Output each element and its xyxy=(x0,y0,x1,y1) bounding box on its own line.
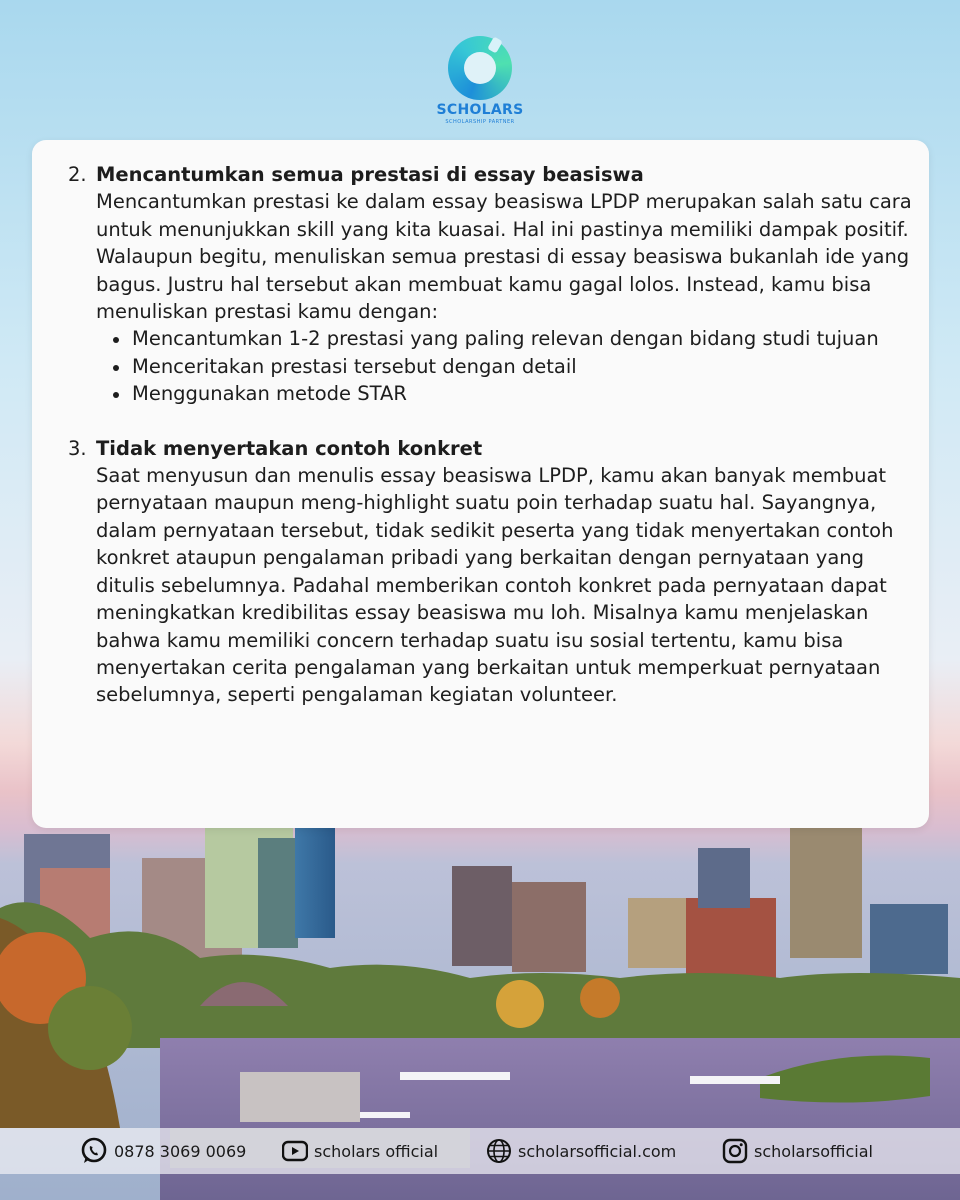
globe-icon xyxy=(486,1138,512,1164)
contact-instagram[interactable] xyxy=(722,1136,873,1166)
bullet-item: Menceritakan prestasi tersebut dengan detail xyxy=(132,353,918,380)
list-item xyxy=(68,161,918,408)
scholars-logo xyxy=(430,36,530,128)
youtube-icon xyxy=(282,1140,308,1162)
whatsapp-icon xyxy=(80,1137,108,1165)
bullet-list xyxy=(96,325,918,407)
contact-youtube[interactable] xyxy=(282,1136,438,1166)
section-heading: Mencantumkan semua prestasi di essay beasiswa xyxy=(96,163,644,186)
brand-tagline: SCHOLARSHIP PARTNER xyxy=(445,119,515,125)
section-paragraph: Mencantumkan prestasi ke dalam essay beasiswa LPDP merupakan salah satu cara untuk menunjukkan skill yang kita kuasai. Hal ini pastinya memiliki dampak positif. Walaupun begitu, menuliskan semua prestasi di essay beasiswa bukanlah ide yang bagus. Justru hal tersebut akan membuat kamu gagal lolos. Instead, kamu bisa menuliskan prestasi kamu dengan: xyxy=(96,190,912,324)
item-number: 2. xyxy=(68,163,87,186)
contact-website[interactable] xyxy=(486,1136,676,1166)
contact-text: scholarsofficial.com xyxy=(518,1141,677,1161)
bullet-item: Menggunakan metode STAR xyxy=(132,380,918,407)
contact-whatsapp[interactable] xyxy=(80,1136,246,1166)
contact-text: 0878 3069 0069 xyxy=(114,1141,247,1161)
instagram-icon xyxy=(722,1138,748,1164)
contact-text: scholars official xyxy=(314,1141,439,1161)
section-heading: Tidak menyertakan contoh konkret xyxy=(96,436,483,460)
brand-name: SCHOLARS xyxy=(436,102,524,118)
section-paragraph: Saat menyusun dan menulis essay beasiswa LPDP, kamu akan banyak membuat pernyataan maupun meng-highlight suatu poin terhadap suatu hal. Sayangnya, dalam pernyataan tersebut, tidak sedikit peserta yang tidak menyertakan contoh konkret ataupun pengalaman pribadi yang berkaitan dengan pernyataan yang ditulis sebelumnya. Padahal memberikan contoh konkret pada pernyataan dapat meningkatkan kredibilitas essay beasiswa mu loh. Misalnya kamu menjelaskan bahwa kamu memiliki concern terhadap suatu isu sosial tertentu, kamu bisa menyertakan cerita pengalaman yang berkaitan untuk memperkuat pernyataan sebelumnya, seperti pengalaman kegiatan volunteer. xyxy=(96,464,894,707)
bullet-item: Mencantumkan 1-2 prestasi yang paling relevan dengan bidang studi tujuan xyxy=(132,325,918,352)
contact-text: scholarsofficial xyxy=(754,1141,873,1161)
item-number: 3. xyxy=(68,436,87,460)
article-content xyxy=(68,161,918,709)
list-item xyxy=(68,435,918,709)
